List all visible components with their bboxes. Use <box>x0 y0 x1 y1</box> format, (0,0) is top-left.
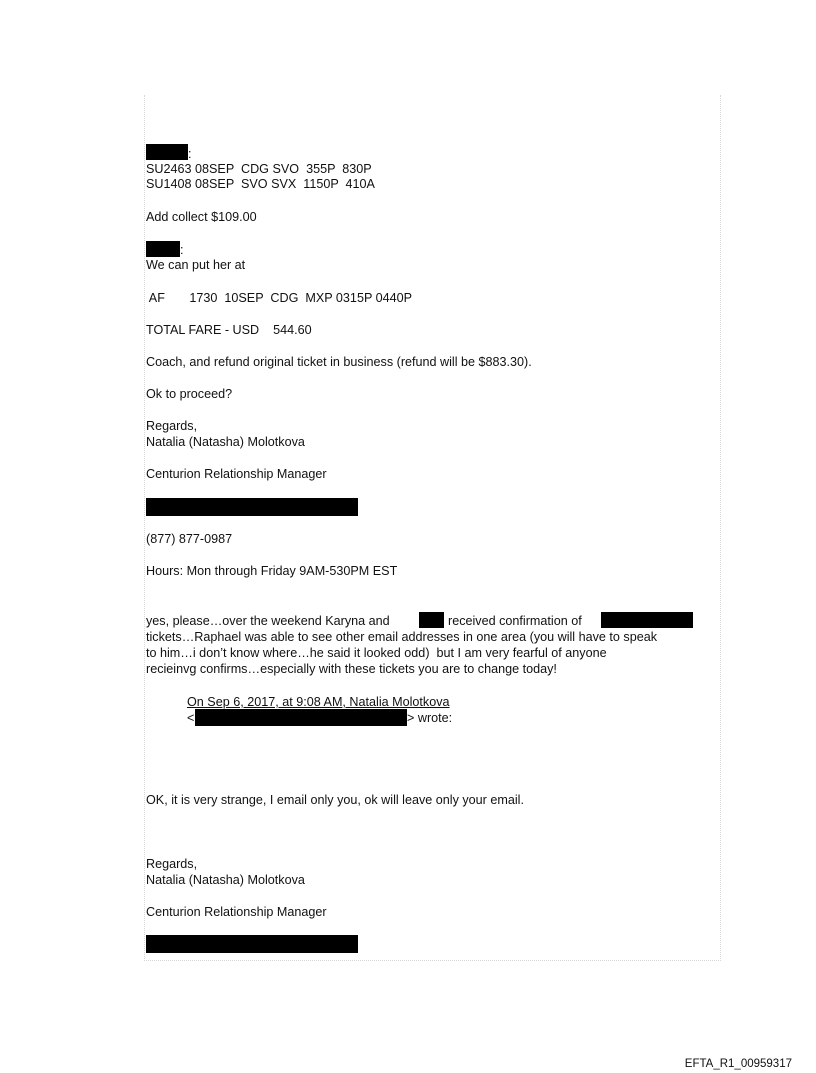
message-line-2: tickets…Raphael was able to see other email addresses in one area (you will have to speak <box>146 630 658 644</box>
quote-header-line: On Sep 6, 2017, at 9:08 AM, Natalia Molotkova <box>187 695 450 709</box>
message-line-1b: received confirmation of <box>448 614 582 628</box>
document-id: EFTA_R1_00959317 <box>684 1058 792 1070</box>
add-collect-text: Add collect $109.00 <box>146 210 257 224</box>
sender-title: Centurion Relationship Manager <box>146 467 327 481</box>
coach-refund-text: Coach, and refund original ticket in business (refund will be $883.30). <box>146 355 532 369</box>
sender-name: Natalia (Natasha) Molotkova <box>146 435 305 449</box>
redaction-bar <box>146 144 188 160</box>
regards-text: Regards, <box>146 419 198 433</box>
total-fare-line: TOTAL FARE - USD 544.60 <box>146 323 312 337</box>
redaction-bar <box>146 935 358 953</box>
redaction-bar <box>195 709 407 726</box>
af-flight-line: AF 1730 10SEP CDG MXP 0315P 0440P <box>146 291 413 305</box>
ok-to-proceed-text: Ok to proceed? <box>146 387 233 401</box>
redaction-bar <box>419 612 444 628</box>
quote-wrote: > wrote: <box>407 711 453 725</box>
sender-title-2: Centurion Relationship Manager <box>146 905 327 919</box>
quote-open-bracket: < <box>187 711 195 725</box>
regards-text-2: Regards, <box>146 857 198 871</box>
redaction-bar <box>146 498 358 516</box>
message-line-4: recieinvg confirms…especially with these tickets you are to change today! <box>146 662 557 676</box>
redaction-bar <box>601 612 693 628</box>
strange-text: OK, it is very strange, I email only you, ok will leave only your email. <box>146 793 524 807</box>
message-line-1a: yes, please…over the weekend Karyna and <box>146 614 390 628</box>
we-can-put-text: We can put her at <box>146 258 246 272</box>
redaction-bar <box>146 241 180 257</box>
office-hours: Hours: Mon through Friday 9AM-530PM EST <box>146 564 398 578</box>
message-line-3: to him…i don’t know where…he said it looked odd) but I am very fearful of anyone <box>146 646 607 660</box>
flight-line-2: SU1408 08SEP SVO SVX 1150P 410A <box>146 177 375 191</box>
sender-name-2: Natalia (Natasha) Molotkova <box>146 873 305 887</box>
reply-colon: : <box>180 243 184 257</box>
phone-number: (877) 877-0987 <box>146 532 233 546</box>
flight-line-1: SU2463 08SEP CDG SVO 355P 830P <box>146 162 372 176</box>
flight-colon: : <box>188 147 192 161</box>
